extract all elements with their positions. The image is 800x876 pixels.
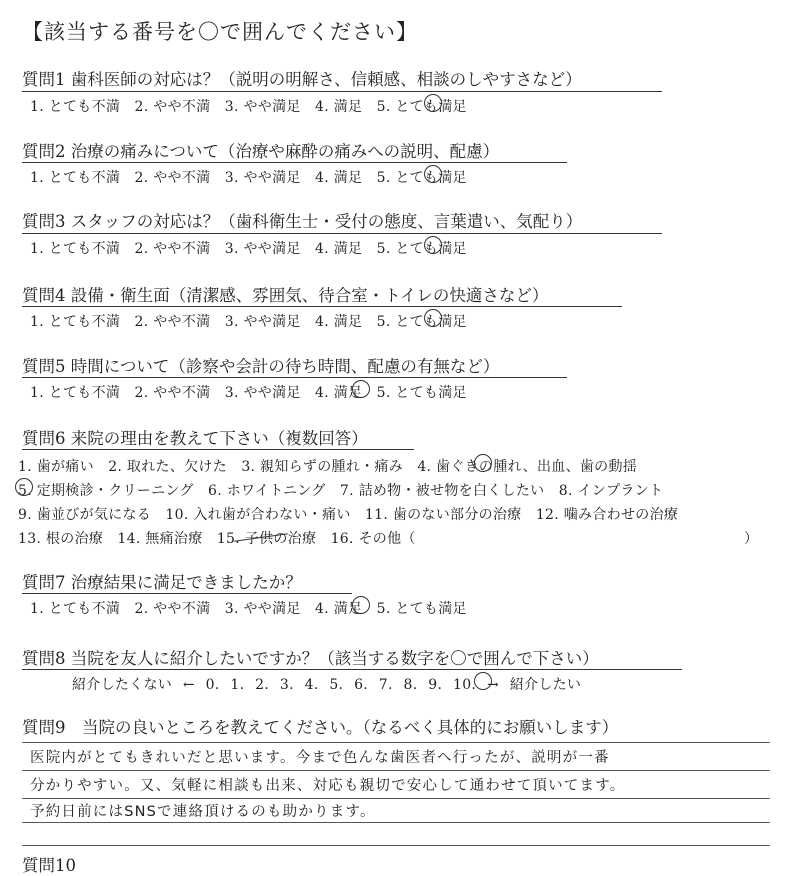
q7-rating-row: 1. とても不満 2. やや不満 3. やや満足 4. 満足 5. とても満足 xyxy=(30,601,467,617)
selection-circle xyxy=(424,94,442,112)
selection-circle xyxy=(15,478,33,496)
underline xyxy=(22,233,662,234)
selection-circle xyxy=(474,454,492,472)
question-3-heading: 質問3 スタッフの対応は？（歯科衛生士・受付の態度、言葉遣い、気配り） xyxy=(22,212,583,231)
underline xyxy=(22,91,662,92)
underline xyxy=(22,669,682,670)
underline xyxy=(22,162,567,163)
answer-line xyxy=(22,845,770,846)
q6-options-row-1: 1. 歯が痛い 2. 取れた、欠けた 3. 親知らずの腫れ・痛み 4. 歯ぐきの腫れ、出血、歯の動揺 xyxy=(18,459,638,475)
answer-line xyxy=(22,822,770,823)
handwritten-answer-line-2: 分かりやすい。又、気軽に相談も出来、対応も親切で安心して通わせて頂いてます。 xyxy=(30,778,626,794)
selection-circle xyxy=(424,236,442,254)
question-6-heading: 質問6 来院の理由を教えて下さい（複数回答） xyxy=(22,429,368,448)
page-title: 【該当する番号を〇で囲んでください】 xyxy=(22,20,418,44)
q3-rating-row: 1. とても不満 2. やや不満 3. やや満足 4. 満足 5. とても満足 xyxy=(30,241,467,257)
selection-circle xyxy=(424,165,442,183)
underline xyxy=(22,377,567,378)
selection-circle xyxy=(424,309,442,327)
handwritten-answer-line-3: 予約日前にはSNSで連絡頂けるのも助かります。 xyxy=(30,804,376,820)
question-9-heading: 質問9 当院の良いところを教えてください。（なるべく具体的にお願いします） xyxy=(22,718,619,737)
q1-rating-row: 1. とても不満 2. やや不満 3. やや満足 4. 満足 5. とても満足 xyxy=(30,99,467,115)
answer-line xyxy=(22,770,770,771)
question-5-heading: 質問5 時間について（診察や会計の待ち時間、配慮の有無など） xyxy=(22,357,500,376)
q6-other-close: ） xyxy=(744,531,759,547)
question-8-heading: 質問8 当院を友人に紹介したいですか？（該当する数字を〇で囲んで下さい） xyxy=(22,649,599,668)
underline xyxy=(22,306,622,307)
q8-scale-row: 紹介したくない ← 0. 1. 2. 3. 4. 5. 6. 7. 8. 9. 10. → 紹介したい xyxy=(72,677,582,693)
question-7-heading: 質問7 治療結果に満足できましたか？ xyxy=(22,573,302,592)
q5-rating-row: 1. とても不満 2. やや不満 3. やや満足 4. 満足 5. とても満足 xyxy=(30,385,467,401)
q6-options-row-4: 13. 根の治療 14. 無痛治療 15. 子供の治療 16. その他（ xyxy=(18,531,416,547)
underline xyxy=(22,449,414,450)
selection-circle xyxy=(352,380,370,398)
question-4-heading: 質問4 設備・衛生面（清潔感、雰囲気、待合室・トイレの快適さなど） xyxy=(22,286,549,305)
question-2-heading: 質問2 治療の痛みについて（治療や麻酔の痛みへの説明、配慮） xyxy=(22,142,500,161)
q6-options-row-2: 5. 定期検診・クリーニング 6. ホワイトニング 7. 詰め物・被せ物を白くしたい 8. インプラント xyxy=(18,483,664,499)
q6-options-row-3: 9. 歯並びが気になる 10. 入れ歯が合わない・痛い 11. 歯のない部分の治療 12. 噛み合わせの治療 xyxy=(18,507,679,523)
underline xyxy=(22,593,352,594)
answer-line xyxy=(22,798,770,799)
selection-circle xyxy=(474,672,492,690)
selection-circle xyxy=(352,596,370,614)
answer-line xyxy=(22,742,770,743)
question-1-heading: 質問1 歯科医師の対応は？（説明の明解さ、信頼感、相談のしやすさなど） xyxy=(22,70,582,89)
next-question-partial: 質問10 xyxy=(22,856,76,875)
q2-rating-row: 1. とても不満 2. やや不満 3. やや満足 4. 満足 5. とても満足 xyxy=(30,170,467,186)
struck-option: 15. 子供の治療 xyxy=(216,531,317,547)
handwritten-answer-line-1: 医院内がとてもきれいだと思います。今まで色んな歯医者へ行ったが、説明が一番 xyxy=(30,750,610,766)
q4-rating-row: 1. とても不満 2. やや不満 3. やや満足 4. 満足 5. とても満足 xyxy=(30,314,467,330)
